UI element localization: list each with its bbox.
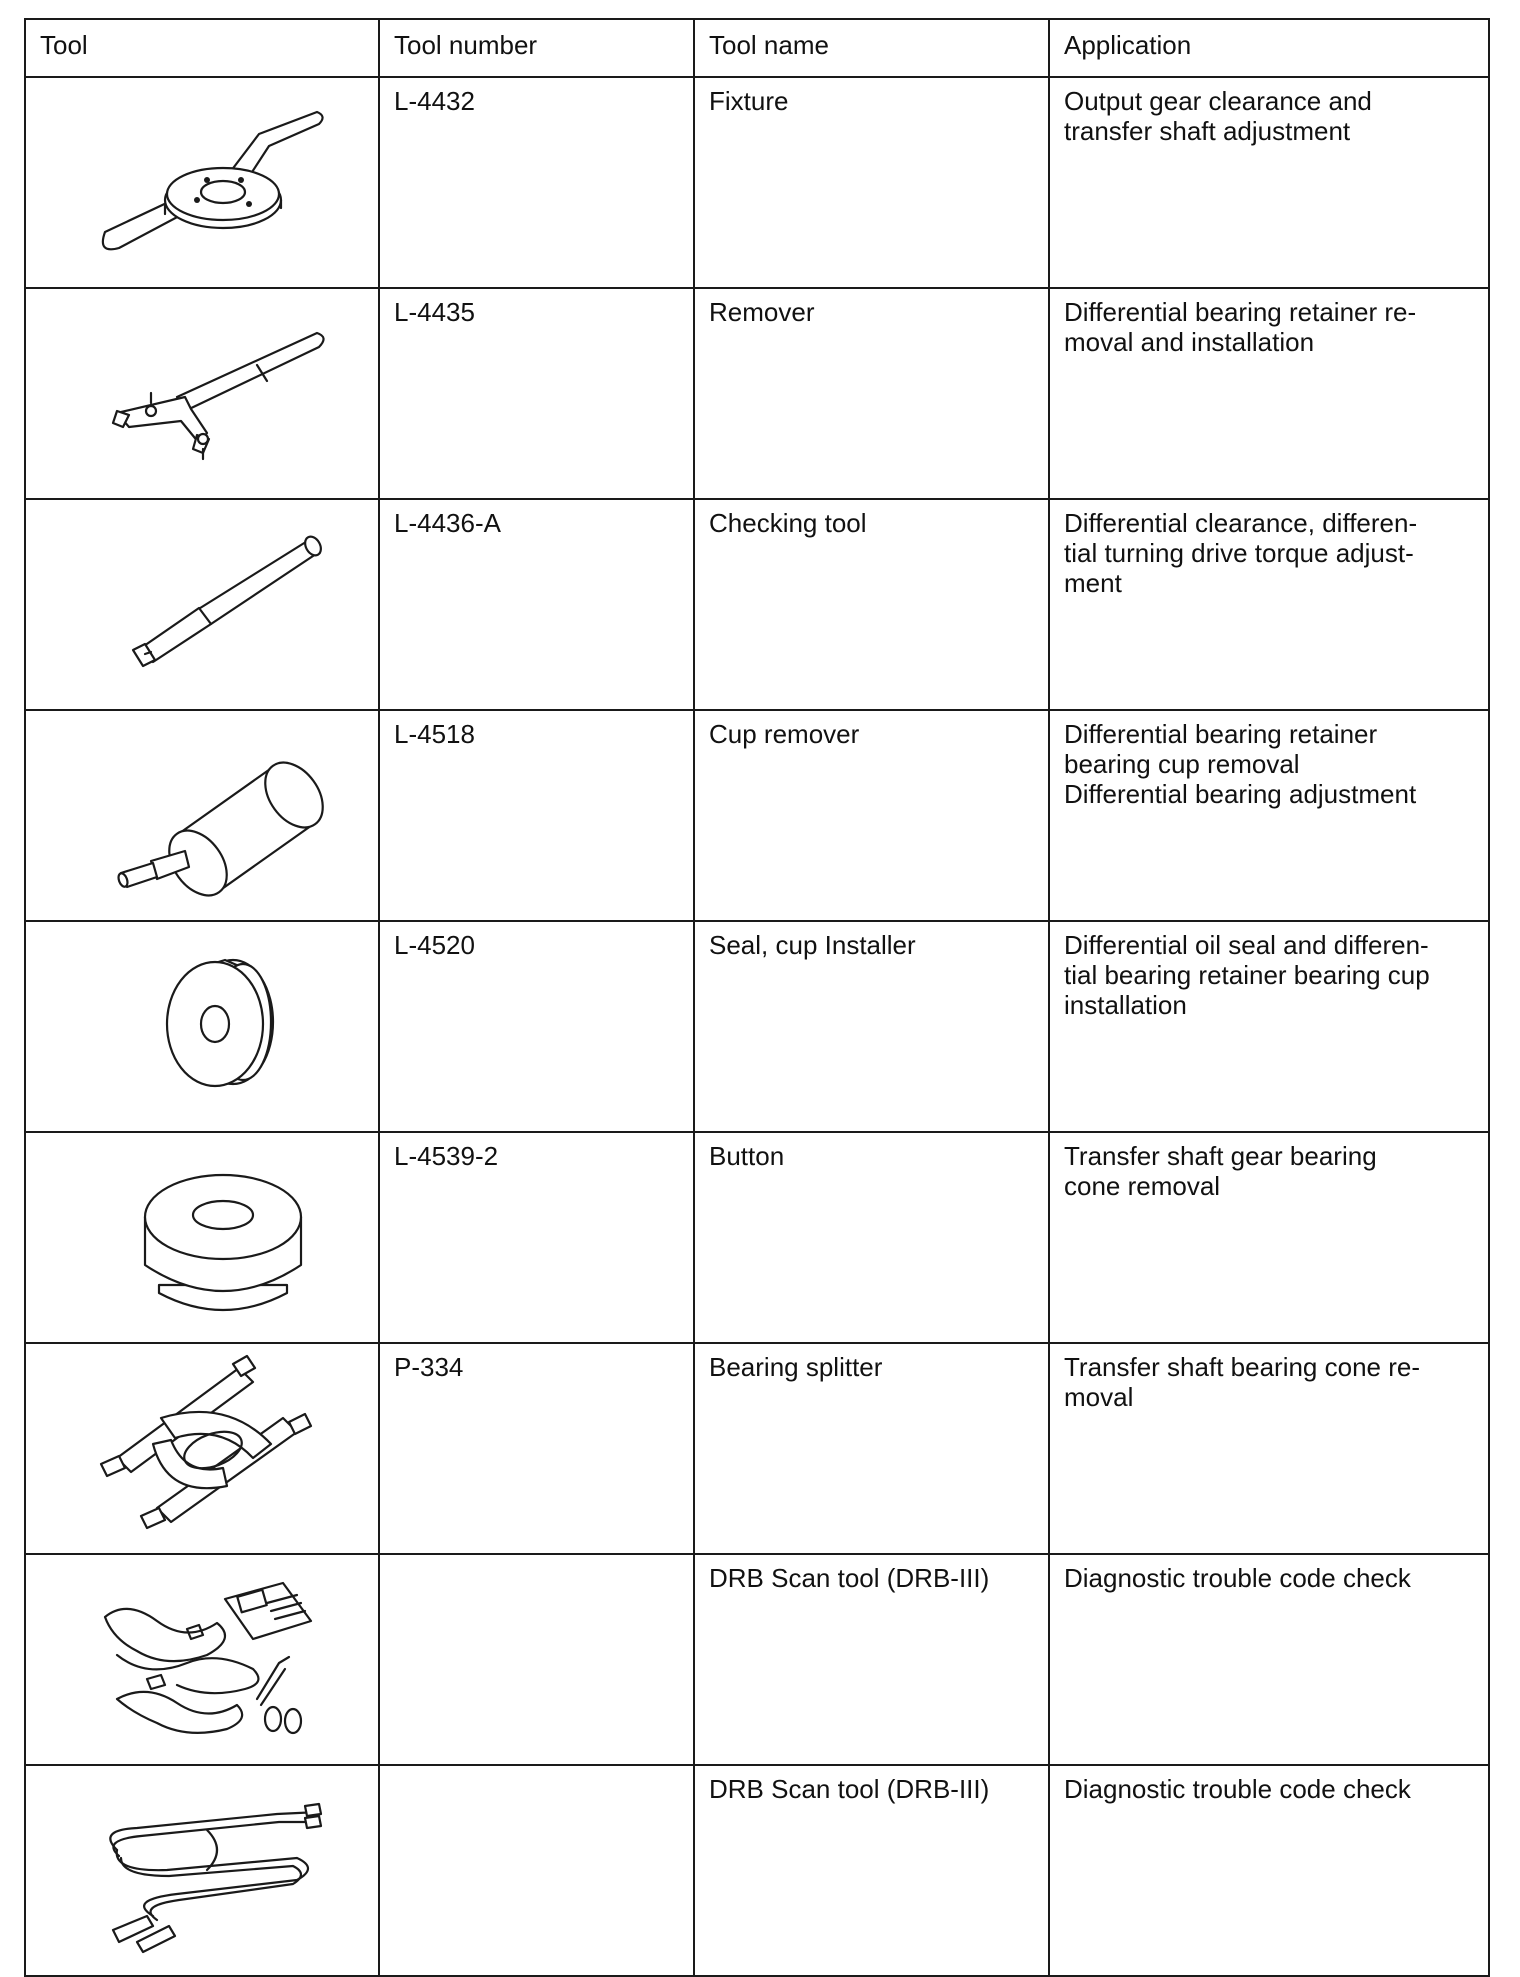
table-row [25,921,1489,1132]
application-line: Transfer shaft bearing cone re- [1064,1352,1420,1382]
remover-icon [57,293,347,483]
application-cell [1049,1554,1489,1765]
application-cell [1049,710,1489,921]
tool-number-cell: P-334 [379,1343,694,1554]
header-application: Application [1049,19,1489,77]
tool-name-cell: Bearing splitter [694,1343,1049,1554]
tool-name-cell: Fixture [694,77,1049,288]
application-line: cone removal [1064,1171,1221,1201]
application-line: bearing cup removal [1064,749,1300,779]
table-row [25,1554,1489,1765]
application-line: Differential bearing retainer re- [1064,297,1417,327]
table-row [25,1343,1489,1554]
tool-name-cell: Seal, cup Installer [694,921,1049,1132]
table-row [25,499,1489,710]
application-line: tial turning drive torque adjust- [1064,538,1414,568]
table-row [25,77,1489,288]
application-cell [1049,77,1489,288]
application-line: Output gear clearance and [1064,86,1372,116]
button-icon [57,1137,347,1327]
test-leads-icon [57,1770,347,1960]
tool-name-cell: DRB Scan tool (DRB-III) [694,1765,1049,1976]
application-line: moval [1064,1382,1134,1412]
application-line: Differential bearing retainer [1064,719,1378,749]
application-cell [1049,499,1489,710]
application-line: moval and installation [1064,327,1315,357]
application-line: installation [1064,990,1187,1020]
application-line: Diagnostic trouble code check [1064,1563,1411,1593]
application-cell [1049,1343,1489,1554]
tool-illustration-cell [25,710,379,921]
tool-name-cell: Remover [694,288,1049,499]
application-cell [1049,1132,1489,1343]
table-header-row [25,19,1489,77]
tool-illustration-cell [25,1554,379,1765]
table-row [25,1132,1489,1343]
application-cell [1049,1765,1489,1976]
tool-number-cell [379,1765,694,1976]
special-tools-table [24,18,1490,1977]
application-cell [1049,921,1489,1132]
tool-illustration-cell [25,77,379,288]
tool-illustration-cell [25,921,379,1132]
application-line: ment [1064,568,1122,598]
tool-number-cell: L-4432 [379,77,694,288]
tool-illustration-cell [25,1132,379,1343]
tool-number-cell: L-4518 [379,710,694,921]
tool-number-cell [379,1554,694,1765]
header-tool: Tool [25,19,379,77]
tool-illustration-cell [25,288,379,499]
tool-number-cell: L-4436-A [379,499,694,710]
table-row [25,288,1489,499]
application-line: Transfer shaft gear bearing [1064,1141,1377,1171]
application-line: Differential bearing adjustment [1064,779,1417,809]
tool-name-cell: Checking tool [694,499,1049,710]
application-line: Diagnostic trouble code check [1064,1774,1411,1804]
tool-illustration-cell [25,499,379,710]
tool-name-cell: DRB Scan tool (DRB-III) [694,1554,1049,1765]
tool-number-cell: L-4539-2 [379,1132,694,1343]
bearing-splitter-icon [57,1348,347,1538]
fixture-icon [57,82,347,272]
table-row [25,710,1489,921]
tool-illustration-cell [25,1765,379,1976]
application-line: Differential clearance, differen- [1064,508,1418,538]
application-line: Differential oil seal and differen- [1064,930,1429,960]
seal-cup-installer-icon [57,926,347,1116]
cup-remover-icon [57,715,347,905]
checking-tool-icon [57,504,347,694]
application-cell [1049,288,1489,499]
tool-name-cell: Button [694,1132,1049,1343]
application-line: tial bearing retainer bearing cup [1064,960,1430,990]
header-tool-name: Tool name [694,19,1049,77]
tool-illustration-cell [25,1343,379,1554]
tool-number-cell: L-4520 [379,921,694,1132]
scan-tool-kit-icon [57,1559,347,1749]
tool-name-cell: Cup remover [694,710,1049,921]
table-row [25,1765,1489,1976]
header-tool-number: Tool number [379,19,694,77]
application-line: transfer shaft adjustment [1064,116,1351,146]
tool-number-cell: L-4435 [379,288,694,499]
